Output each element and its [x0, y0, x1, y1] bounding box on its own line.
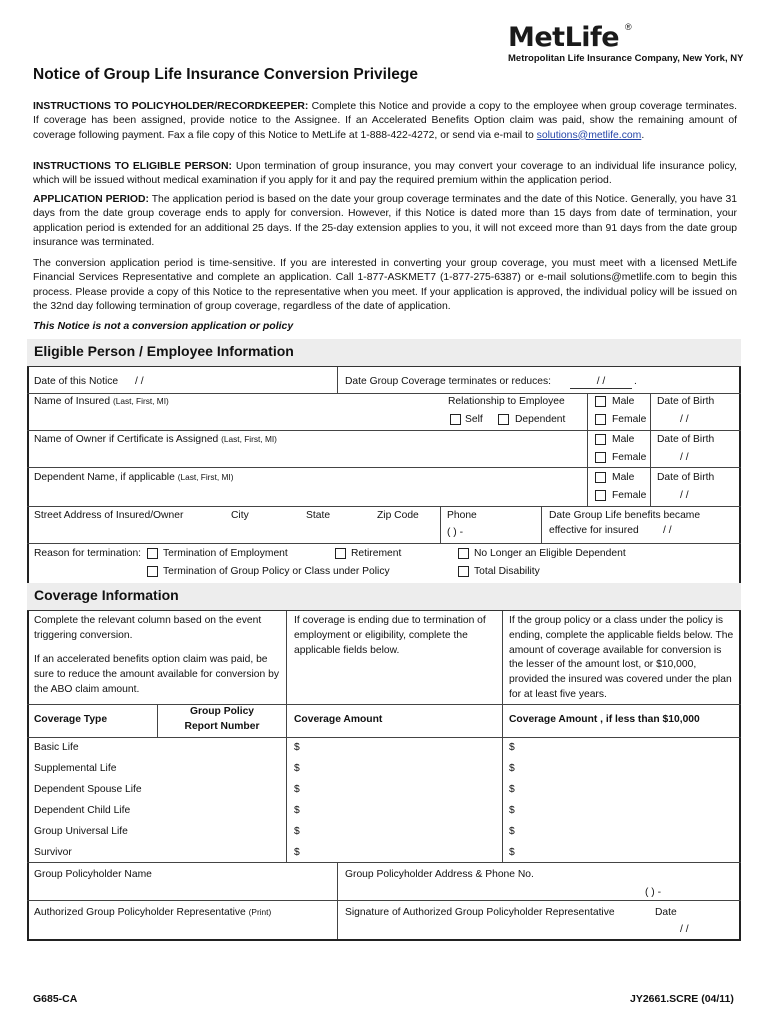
owner-name-field[interactable] [34, 434, 277, 445]
date-of-notice-field[interactable]: / / [135, 376, 144, 387]
application-text: The application period is based on the date your group coverage terminates and the date of this Notice. Generally, you have 31 days from the date group coverage ends to apply for conversion. However, if this Notice is dated more than 15 days from date of termination, your application period is extended for an additional 25 days. If the 25-day extension applies to you, it will not exceed more than 91 days from the date group insurance was terminated. [33, 194, 738, 248]
insured-male-checkbox[interactable] [595, 396, 606, 407]
coverage-row-label: Supplemental Life [34, 763, 117, 774]
coverage-row-label: Group Universal Life [34, 826, 128, 837]
relationship-label: Relationship to Employee [448, 396, 565, 407]
eligible-section-title: Eligible Person / Employee Information [34, 343, 294, 359]
coverage-amount-less-field[interactable]: $ [509, 805, 515, 816]
email-link[interactable]: solutions@metlife.com [536, 129, 642, 141]
retirement-label: Retirement [351, 548, 402, 559]
metlife-logo: MetLife [508, 22, 620, 53]
state-field[interactable]: State [306, 510, 331, 521]
registered-mark: ® [625, 22, 632, 32]
no-longer-eligible-checkbox[interactable] [458, 548, 469, 559]
self-checkbox[interactable] [450, 414, 461, 425]
coverage-section-header [27, 583, 741, 611]
name-insured-hint: (Last, First, MI) [113, 396, 169, 406]
dependent-dob-field[interactable]: / / [680, 490, 689, 501]
form-code: JY2661.SCRE (04/11) [630, 993, 734, 1005]
coverage-row-label: Dependent Child Life [34, 805, 131, 816]
coverage-amount-field[interactable]: $ [294, 826, 300, 837]
owner-dob-field[interactable]: / / [680, 452, 689, 463]
name-insured-field[interactable] [34, 396, 169, 407]
owner-male-checkbox[interactable] [595, 434, 606, 445]
date-of-notice-label: Date of this Notice [34, 376, 119, 387]
dependent-name-field[interactable] [34, 472, 233, 483]
insured-female-label: Female [612, 414, 647, 425]
dependent-female-label: Female [612, 490, 647, 501]
dependent-name-label: Dependent Name, if applicable [34, 472, 175, 483]
coverage-amount-less-field[interactable]: $ [509, 784, 515, 795]
eligible-text: Upon termination of group insurance, you may convert your coverage to an individual life insurance policy, which will be issued without medical examination if you apply for it and pay the required premium within the application period. [33, 161, 738, 187]
signature-date-field[interactable]: / / [680, 924, 689, 935]
rep-print-label: Authorized Group Policyholder Representative [34, 907, 246, 918]
form-number: G685-CA [33, 993, 78, 1005]
report-number-header-2: Report Number [184, 721, 260, 732]
signature-field[interactable]: Signature of Authorized Group Policyholder Representative [345, 907, 615, 918]
coverage-instruction-b: If an accelerated benefits option claim was paid, be sure to reduce the amount available for conversion by the ABO claim amount. [34, 654, 279, 695]
company-name: Metropolitan Life Insurance Company, New York, NY [508, 53, 744, 64]
dependent-dob-label: Date of Birth [657, 472, 715, 483]
termination-policy-label: Termination of Group Policy or Class under Policy [163, 566, 390, 577]
coverage-amount-less-field[interactable]: $ [509, 826, 515, 837]
application-label: APPLICATION PERIOD: [33, 194, 149, 205]
policyholder-phone-field[interactable]: ( ) - [645, 887, 662, 898]
total-disability-label: Total Disability [474, 566, 540, 577]
eligible-instructions [33, 160, 737, 189]
policyholder-label: INSTRUCTIONS TO POLICYHOLDER/RECORDKEEPER: [33, 101, 309, 112]
termination-employment-label: Termination of Employment [163, 548, 288, 559]
city-field[interactable]: City [231, 510, 249, 521]
benefits-effective-label: effective for insured [549, 525, 639, 536]
notice-disclaimer: This Notice is not a conversion application or policy [33, 320, 294, 332]
dependent-label: Dependent [515, 414, 566, 425]
benefits-became-label: Date Group Life benefits became [549, 510, 701, 521]
policyholder-text: Complete this Notice and provide a copy to the employee when group coverage terminates. If coverage has been assigned, provide notice to the Assignee. If an Accelerated Benefits Option claim was paid, show the remaining amount of coverage following payment. Fax a file copy of this Notice to MetLife at 1-888-422-4272, or send via e-mail to [33, 101, 737, 141]
dependent-male-label: Male [612, 472, 635, 483]
reason-label: Reason for termination: [34, 548, 142, 559]
retirement-checkbox[interactable] [335, 548, 346, 559]
insured-female-checkbox[interactable] [595, 414, 606, 425]
owner-female-label: Female [612, 452, 647, 463]
report-number-header-1: Group Policy [189, 706, 255, 717]
no-longer-eligible-label: No Longer an Eligible Dependent [474, 548, 626, 559]
terminates-dot: . [634, 376, 637, 387]
coverage-section-title: Coverage Information [34, 587, 179, 603]
owner-male-label: Male [612, 434, 635, 445]
dependent-checkbox[interactable] [498, 414, 509, 425]
coverage-instruction-a: Complete the relevant column based on the event triggering conversion. [34, 615, 262, 641]
date-terminates-label: Date Group Coverage terminates or reduces: [345, 376, 552, 387]
coverage-amount-less-header: Coverage Amount , if less than $10,000 [509, 714, 700, 725]
coverage-amount-header: Coverage Amount [294, 714, 383, 725]
policyholder-instructions [33, 100, 737, 143]
insured-male-label: Male [612, 396, 635, 407]
insured-dob-field[interactable]: / / [680, 414, 689, 425]
coverage-instruction-employment: If coverage is ending due to termination of employment or eligibility, complete the applicable fields below. [294, 615, 486, 656]
coverage-instruction-policy: If the group policy or a class under the policy is ending, complete the applicable fields below. The amount of coverage available for conversion is the lesser of the amount lost, or $10,000, provided the insured was covered under the plan for at least five years. [509, 615, 734, 700]
signature-date-label: Date [655, 907, 677, 918]
owner-name-label: Name of Owner if Certificate is Assigned [34, 434, 219, 445]
owner-female-checkbox[interactable] [595, 452, 606, 463]
policyholder-name-field[interactable]: Group Policyholder Name [34, 869, 152, 880]
termination-employment-checkbox[interactable] [147, 548, 158, 559]
insured-dob-label: Date of Birth [657, 396, 715, 407]
self-label: Self [465, 414, 483, 425]
coverage-type-header: Coverage Type [34, 714, 108, 725]
rep-print-hint: (Print) [248, 907, 272, 917]
coverage-amount-less-field[interactable]: $ [509, 763, 515, 774]
coverage-amount-less-field[interactable]: $ [509, 742, 515, 753]
coverage-amount-less-field[interactable]: $ [509, 847, 515, 858]
coverage-amount-field[interactable]: $ [294, 742, 300, 753]
dependent-name-hint: (Last, First, MI) [177, 472, 234, 482]
date-terminates-field[interactable]: / / [570, 376, 632, 389]
page-title: Notice of Group Life Insurance Conversion Privilege [33, 66, 418, 83]
owner-dob-label: Date of Birth [657, 434, 715, 445]
coverage-row-label: Basic Life [34, 742, 79, 753]
eligible-section-header [27, 339, 741, 367]
termination-policy-checkbox[interactable] [147, 566, 158, 577]
application-period [33, 193, 737, 250]
conversion-text: The conversion application period is time-sensitive. If you are interested in converting your group coverage, you must meet with a licensed MetLife Financial Services Representative and complete an application. Call 1-877-ASKMET7 (1-877-275-6387) or e-mail solutions@metlife.com to begin this process. Please provide a copy of this Notice to the representative when you meet. If your application is approved, the individual policy will be issued on the 32nd day following termination of group coverage, regardless of the date of application. [33, 258, 737, 312]
benefits-date-field[interactable]: / / [663, 525, 672, 536]
eligible-label: INSTRUCTIONS TO ELIGIBLE PERSON: [33, 161, 232, 172]
coverage-amount-field[interactable]: $ [294, 784, 300, 795]
coverage-amount-field[interactable]: $ [294, 763, 300, 774]
phone-label: Phone [447, 510, 477, 521]
phone-field[interactable]: ( ) - [447, 527, 464, 538]
zip-field[interactable]: Zip Code [377, 510, 419, 521]
policyholder-address-field[interactable]: Group Policyholder Address & Phone No. [345, 869, 534, 880]
coverage-row-label: Dependent Spouse Life [34, 784, 142, 795]
rep-print-field[interactable] [34, 907, 271, 918]
name-insured-label: Name of Insured [34, 396, 111, 407]
period: . [641, 129, 645, 141]
coverage-amount-field[interactable]: $ [294, 805, 300, 816]
total-disability-checkbox[interactable] [458, 566, 469, 577]
owner-name-hint: (Last, First, MI) [221, 434, 277, 444]
coverage-row-label: Survivor [34, 847, 72, 858]
dependent-female-checkbox[interactable] [595, 490, 606, 501]
street-address-field[interactable]: Street Address of Insured/Owner [34, 510, 184, 521]
coverage-amount-field[interactable]: $ [294, 847, 300, 858]
dependent-male-checkbox[interactable] [595, 472, 606, 483]
